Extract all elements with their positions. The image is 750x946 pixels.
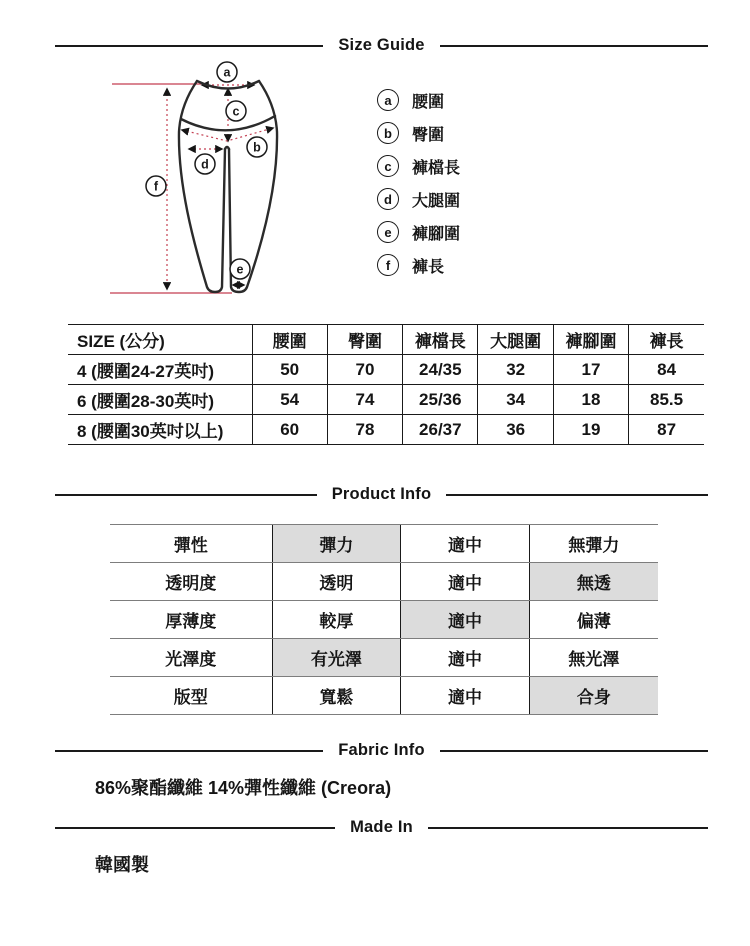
- size-table-header: 臀圍: [327, 325, 402, 355]
- size-table-header: 褲腳圍: [553, 325, 628, 355]
- svg-text:a: a: [223, 65, 231, 80]
- attribute-option: 有光澤: [272, 639, 401, 677]
- size-cell: 74: [327, 385, 402, 415]
- product-info-row: [110, 525, 658, 563]
- size-cell: 34: [478, 385, 553, 415]
- fabric-info-divider: [55, 741, 708, 760]
- attribute-option: 合身: [529, 677, 658, 715]
- attribute-option: 無彈力: [529, 525, 658, 563]
- size-table-header: 腰圍: [252, 325, 327, 355]
- size-table-row: [68, 385, 704, 415]
- attribute-option: 適中: [401, 601, 530, 639]
- legend-label: 臀圍: [412, 126, 445, 144]
- legend-label: 腰圍: [412, 93, 445, 111]
- size-cell: 78: [327, 415, 402, 445]
- svg-text:b: b: [253, 140, 261, 155]
- product-info-row: [110, 677, 658, 715]
- marker-a: [217, 62, 237, 82]
- marker-d: [195, 154, 215, 174]
- marker-b: [247, 137, 267, 157]
- product-info-row: [110, 563, 658, 601]
- divider-line: [55, 45, 323, 47]
- size-table-row: [68, 415, 704, 445]
- country-of-origin: 韓國製: [95, 855, 149, 875]
- attribute-option: 寬鬆: [272, 677, 401, 715]
- legend-label: 褲腳圍: [412, 225, 461, 243]
- divider-line: [428, 827, 708, 829]
- attribute-label: 透明度: [110, 563, 272, 601]
- size-cell: 24/35: [403, 355, 478, 385]
- circle-b-icon: b: [377, 122, 399, 144]
- product-info-title: Product Info: [331, 485, 432, 503]
- size-table-row: [68, 355, 704, 385]
- legend-item-pant-length: [377, 254, 460, 276]
- divider-line: [55, 750, 323, 752]
- circle-f-icon: f: [377, 254, 399, 276]
- circle-c-icon: c: [377, 155, 399, 177]
- size-cell: 8 (腰圍30英吋以上): [68, 415, 252, 445]
- legend-item-crotch-length: [377, 155, 460, 177]
- pants-diagram: [35, 59, 355, 319]
- size-table-header: SIZE (公分): [68, 325, 252, 355]
- product-info-table: [110, 524, 658, 715]
- attribute-option: 適中: [401, 639, 530, 677]
- attribute-option: 彈力: [272, 525, 401, 563]
- divider-line: [55, 827, 335, 829]
- size-cell: 6 (腰圍28-30英吋): [68, 385, 252, 415]
- product-info-divider: [55, 485, 708, 504]
- product-info-row: [110, 639, 658, 677]
- attribute-label: 彈性: [110, 525, 272, 563]
- marker-e: [230, 259, 250, 279]
- size-cell: 17: [553, 355, 628, 385]
- svg-text:d: d: [201, 157, 209, 172]
- size-cell: 54: [252, 385, 327, 415]
- measurement-lines: [110, 84, 273, 293]
- made-in-title: Made In: [350, 818, 413, 836]
- size-cell: 50: [252, 355, 327, 385]
- size-cell: 70: [327, 355, 402, 385]
- size-cell: 32: [478, 355, 553, 385]
- circle-d-icon: d: [377, 188, 399, 210]
- legend-label: 褲檔長: [412, 159, 461, 177]
- divider-line: [55, 494, 317, 496]
- attribute-label: 厚薄度: [110, 601, 272, 639]
- size-guide-divider: [55, 36, 708, 55]
- attribute-option: 適中: [401, 677, 530, 715]
- size-cell: 25/36: [403, 385, 478, 415]
- size-cell: 26/37: [403, 415, 478, 445]
- legend-item-hip: [377, 122, 460, 144]
- svg-text:f: f: [153, 179, 159, 194]
- fabric-composition: 86%聚酯纖維 14%彈性纖維 (Creora): [95, 778, 392, 798]
- size-table-header: 褲檔長: [403, 325, 478, 355]
- product-detail-page: [0, 36, 750, 946]
- size-guide-title: Size Guide: [338, 36, 425, 54]
- legend-item-waist: [377, 89, 460, 111]
- legend-label: 褲長: [412, 258, 445, 276]
- attribute-label: 光澤度: [110, 639, 272, 677]
- legend-item-leg-opening: [377, 221, 460, 243]
- divider-line: [446, 494, 708, 496]
- product-info-row: [110, 601, 658, 639]
- svg-text:e: e: [236, 262, 244, 277]
- size-table-header-row: [68, 325, 704, 355]
- size-guide-diagram-section: [0, 59, 750, 321]
- size-cell: 87: [629, 415, 704, 445]
- size-cell: 85.5: [629, 385, 704, 415]
- attribute-option: 無透: [529, 563, 658, 601]
- attribute-option: 透明: [272, 563, 401, 601]
- size-cell: 19: [553, 415, 628, 445]
- legend-item-thigh: [377, 188, 460, 210]
- size-cell: 18: [553, 385, 628, 415]
- legend-label: 大腿圍: [412, 192, 461, 210]
- attribute-option: 偏薄: [529, 601, 658, 639]
- size-cell: 4 (腰圍24-27英吋): [68, 355, 252, 385]
- attribute-option: 適中: [401, 563, 530, 601]
- attribute-option: 較厚: [272, 601, 401, 639]
- marker-c: [226, 101, 246, 121]
- circle-a-icon: a: [377, 89, 399, 111]
- circle-e-icon: e: [377, 221, 399, 243]
- divider-line: [440, 45, 708, 47]
- size-cell: 84: [629, 355, 704, 385]
- size-cell: 60: [252, 415, 327, 445]
- fabric-info-title: Fabric Info: [338, 741, 425, 759]
- size-table-header: 大腿圍: [478, 325, 553, 355]
- attribute-option: 無光澤: [529, 639, 658, 677]
- made-in-divider: [55, 818, 708, 837]
- marker-f: [146, 176, 166, 196]
- divider-line: [440, 750, 708, 752]
- attribute-option: 適中: [401, 525, 530, 563]
- size-table-header: 褲長: [629, 325, 704, 355]
- svg-text:c: c: [232, 104, 240, 119]
- size-table: [68, 324, 704, 445]
- measurement-legend: [377, 59, 460, 321]
- size-cell: 36: [478, 415, 553, 445]
- attribute-label: 版型: [110, 677, 272, 715]
